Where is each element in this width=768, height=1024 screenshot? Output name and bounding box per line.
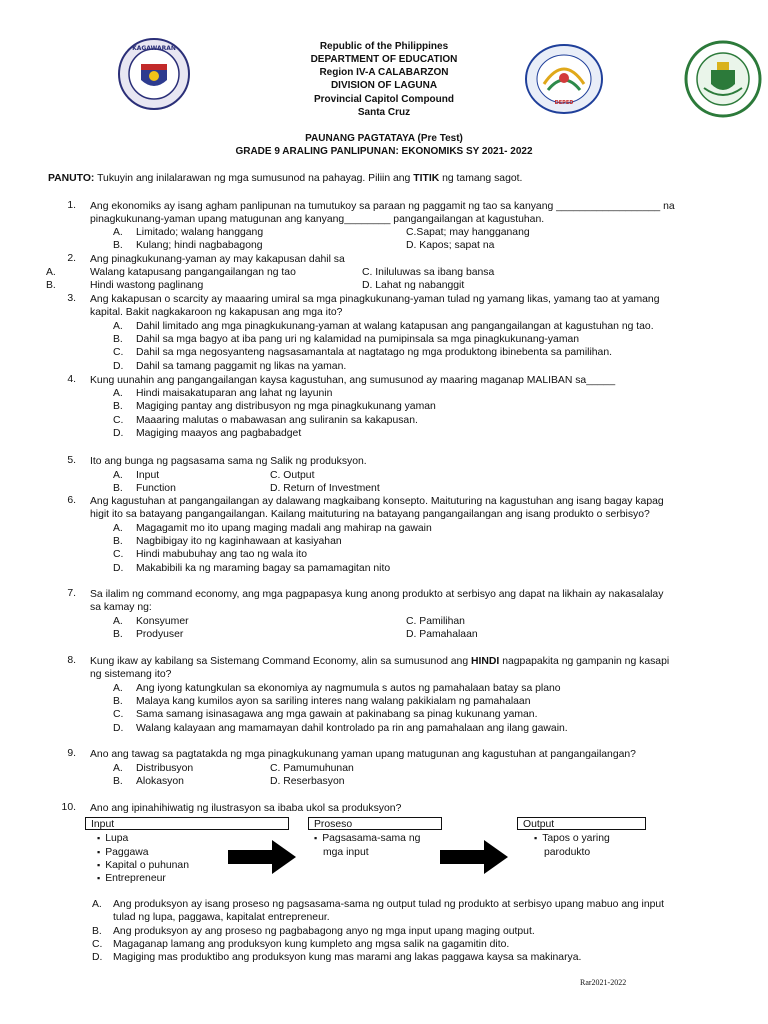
q4-choice-a: Hindi maisakatuparan ang lahat ng layunin: [136, 388, 333, 399]
arrow-input-to-process-icon: [228, 840, 298, 874]
q3-choice-b-letter: B.: [113, 334, 123, 345]
q10-choice-b: Ang produksyon ay ang proseso ng pagbabagong anyo ng mga input upang maging output.: [113, 926, 535, 937]
diagram-input-box: Input: [85, 817, 289, 830]
q10-number: 10.: [61, 802, 76, 813]
q8-choice-d-letter: D.: [113, 723, 124, 734]
header-department: DEPARTMENT OF EDUCATION: [310, 54, 458, 65]
q6-choice-a-letter: A.: [113, 523, 123, 534]
q8-choice-a-letter: A.: [113, 683, 123, 694]
q4-text-line1: Kung uunahin ang pangangailangan kaysa kagustuhan, ang sumusunod ay maaring maganap MALIBAN sa_____: [90, 375, 616, 386]
q3-choice-a: Dahil limitado ang mga pinagkukunang-yaman at walang katapusan ang pangangailangan at kagustuhan ng tao.: [136, 321, 654, 332]
q3-text-line2: kapital. Bakit nagkakaroon ng kakapusan ang mga ito?: [90, 307, 343, 318]
q10-choice-b-letter: B.: [92, 926, 102, 937]
header-division: DIVISION OF LAGUNA: [330, 80, 438, 91]
q4-choice-a-letter: A.: [113, 388, 123, 399]
q10-choice-c-letter: C.: [92, 939, 103, 950]
q8-text-line1-a: Kung ikaw ay kabilang sa Sistemang Command Economy, alin sa sumusunod ang: [90, 656, 472, 667]
q6-choice-c-letter: C.: [113, 549, 124, 560]
q7-choice-b-letter: B.: [113, 629, 123, 640]
q8-text-line1-bold: HINDI: [471, 656, 500, 667]
q4-choice-b-letter: B.: [113, 401, 123, 412]
q8-text-line1: [90, 655, 669, 668]
q7-choice-a-letter: A.: [113, 616, 123, 627]
instructions-bold: TITIK: [413, 173, 440, 184]
q3-choice-a-letter: A.: [113, 321, 123, 332]
svg-text:DEPED: DEPED: [554, 100, 574, 106]
q5-text-line1: Ito ang bunga ng pagsasama sama ng Salik ng produksyon.: [90, 456, 367, 467]
q10-choice-a-letter: A.: [92, 899, 102, 910]
q4-choice-d: Magiging maayos ang pagbabadget: [136, 428, 302, 439]
q5-choice-c: C. Output: [270, 470, 315, 481]
q5-choice-a-letter: A.: [113, 470, 123, 481]
arrow-process-to-output-icon: [440, 840, 510, 874]
header-region: Region IV-A CALABARZON: [319, 67, 449, 78]
q3-text-line1: Ang kakapusan o scarcity ay maaaring umiral sa mga pinagkukunang-yaman tulad ng yamang likas, yamang tao at yamang: [90, 294, 660, 305]
q5-choice-b: Function: [136, 483, 176, 494]
test-subtitle: GRADE 9 ARALING PANLIPUNAN: EKONOMIKS SY 2021- 2022: [235, 146, 533, 157]
q5-choice-b-letter: B.: [113, 483, 123, 494]
q8-choice-c: Sama samang isinasagawa ang mga gawain at pakinabang sa pinag kukunang yaman.: [136, 709, 538, 720]
q8-number: 8.: [67, 655, 76, 666]
q1-number: 1.: [67, 200, 76, 211]
q9-choice-a: Distribusyon: [136, 763, 194, 774]
q8-choice-b-letter: B.: [113, 696, 123, 707]
diagram-input-item: ▪ Kapital o puhunan: [97, 859, 189, 873]
q1-choice-a-letter: A.: [113, 227, 123, 238]
q2-number: 2.: [67, 253, 76, 264]
q8-text-line1-b: nagpapakita ng gampanin ng kasapi: [499, 656, 670, 667]
q8-choice-b: Malaya kang kumilos ayon sa sariling interes nang walang pakikialam ng pamahalaan: [136, 696, 531, 707]
q6-choice-c: Hindi mabubuhay ang tao ng wala ito: [136, 549, 307, 560]
diagram-process-item: ▪ Pagsasama-sama ng: [314, 832, 420, 846]
q5-choice-a: Input: [136, 470, 160, 481]
q2-choice-c: C. Iniluluwas sa ibang bansa: [362, 267, 495, 278]
q2-choice-b-letter: B.: [46, 280, 56, 291]
q2-text-line1: Ang pinagkukunang-yaman ay may kakapusan dahil sa: [90, 254, 345, 265]
svg-text:KAGAWARAN: KAGAWARAN: [132, 45, 176, 52]
q3-choice-c: Dahil sa mga negosyanteng nagsasamantala at nagtatago ng mga produktong ibinebenta sa pamilihan.: [136, 347, 612, 358]
header-address: Provincial Capitol Compound: [313, 94, 454, 105]
q10-choice-a-cont: tulad ng lupa, paggawa, kapitalat entrepreneur.: [113, 912, 330, 923]
q8-choice-a: Ang iyong katungkulan sa ekonomiya ay nagmumula s autos ng pamahalaan batay sa plano: [136, 683, 561, 694]
q2-choice-d: D. Lahat ng nabanggit: [362, 280, 465, 291]
instructions: [48, 172, 522, 185]
q7-text-line1: Sa ilalim ng command economy, ang mga pagpapasya kung anong produkto at serbisyo ang dapat na likhain ay nakasalalay: [90, 589, 664, 600]
test-title: PAUNANG PAGTATAYA (Pre Test): [305, 133, 463, 144]
diagram-input-item: ▪ Lupa: [97, 832, 128, 846]
q6-text-line2: higit ito sa batayang pangangailangan. Kailang maituturing na batayang pangangailangan ang isang produkto o serbisyo?: [90, 509, 650, 520]
diagram-process-box: Proseso: [308, 817, 442, 830]
q9-choice-b: Alokasyon: [136, 776, 184, 787]
q9-text-line1: Ano ang tawag sa pagtatakda ng mga pinagkukunang yaman upang matugunan ang kagustuhan at pangangailangan?: [90, 749, 636, 760]
q9-number: 9.: [67, 748, 76, 759]
q6-choice-d: Makabibili ka ng maraming bagay sa pamamagitan nito: [136, 563, 391, 574]
q2-choice-b: Hindi wastong paglinang: [90, 280, 204, 291]
q7-choice-d: D. Pamahalaan: [406, 629, 478, 640]
q8-text-line2: ng sistemang ito?: [90, 669, 172, 680]
q1-choice-b: Kulang; hindi nagbabagong: [136, 240, 263, 251]
q1-text-line1: Ang ekonomiks ay isang agham panlipunan na tumutukoy sa paraan ng paggamit ng tao sa kanyang __________________ na: [90, 201, 675, 212]
q10-text-line1: Ano ang ipinahihiwatig ng ilustrasyon sa ibaba ukol sa produksyon?: [90, 803, 402, 814]
q2-choice-a-letter: A.: [46, 267, 56, 278]
q4-choice-d-letter: D.: [113, 428, 124, 439]
q3-choice-c-letter: C.: [113, 347, 124, 358]
diagram-output-item: ▪ Tapos o yaring: [534, 832, 610, 846]
q4-choice-b: Magiging pantay ang distribusyon ng mga pinagkukunang yaman: [136, 401, 436, 412]
footer-code: Rar2021-2022: [580, 978, 627, 987]
instructions-text-a: Tukuyin ang inilalarawan ng mga sumusunod na pahayag. Piliin ang: [94, 173, 414, 184]
q8-choice-c-letter: C.: [113, 709, 124, 720]
header-city: Santa Cruz: [357, 107, 411, 118]
header-republic: Republic of the Philippines: [319, 41, 449, 52]
instructions-text-b: ng tamang sagot.: [439, 173, 523, 184]
q10-choice-c: Magaganap lamang ang produksyon kung kumpleto ang mgsa salik na gagamitin dito.: [113, 939, 510, 950]
q10-choice-a: Ang produksyon ay isang proseso ng pagsasama-sama ng output tulad ng produkto at serbisyo upang mabuo ang input: [113, 899, 665, 910]
q6-choice-b: Nagbibigay ito ng kaginhawaan at kasiyahan: [136, 536, 342, 547]
diagram-input-item: ▪ Entrepreneur: [97, 872, 166, 886]
instructions-label: PANUTO:: [48, 173, 95, 184]
q6-choice-b-letter: B.: [113, 536, 123, 547]
q8-choice-d: Walang kalayaan ang mamamayan dahil kontrolado pa rin ang pamahalaan ang ilang gawain.: [136, 723, 568, 734]
q7-choice-b: Prodyuser: [136, 629, 184, 640]
q9-choice-a-letter: A.: [113, 763, 123, 774]
q7-number: 7.: [67, 588, 76, 599]
q6-text-line1: Ang kagustuhan at pangangailangan ay dalawang magkaibang konsepto. Maituturing na kagustuhan ang isang bagay kapag: [90, 496, 664, 507]
diagram-output-box: Output: [517, 817, 646, 830]
q5-choice-d: D. Return of Investment: [270, 483, 380, 494]
diagram-process-item-cont: mga input: [323, 847, 369, 858]
q7-choice-c: C. Pamilihan: [406, 616, 465, 627]
q4-choice-c-letter: C.: [113, 415, 124, 426]
q1-choice-b-letter: B.: [113, 240, 123, 251]
deped-seal-logo: [118, 38, 190, 110]
q4-choice-c: Maaaring malutas o mabawasan ang suliranin sa kakapusan.: [136, 415, 418, 426]
q1-choice-d: D. Kapos; sapat na: [406, 240, 495, 251]
q10-choice-d-letter: D.: [92, 952, 103, 963]
q4-number: 4.: [67, 374, 76, 385]
q3-choice-d: Dahil sa tamang paggamit ng likas na yaman.: [136, 361, 347, 372]
q6-choice-a: Magagamit mo ito upang maging madali ang mahirap na gawain: [136, 523, 432, 534]
diagram-output-item-cont: parodukto: [544, 847, 591, 858]
q7-choice-a: Konsyumer: [136, 616, 189, 627]
q3-choice-d-letter: D.: [113, 361, 124, 372]
q3-number: 3.: [67, 293, 76, 304]
q9-choice-b-letter: B.: [113, 776, 123, 787]
q3-choice-b: Dahil sa mga bagyo at iba pang uri ng kalamidad na pumipinsala sa mga pinagkukunang-yaman: [136, 334, 580, 345]
q10-choice-d: Magiging mas produktibo ang produksyon kung mas marami ang lakas paggawa kaysa sa makinarya.: [113, 952, 582, 963]
q9-choice-c: C. Pamumuhunan: [270, 763, 354, 774]
school-seal-logo: [684, 40, 762, 118]
q1-text-line2: pinagkukunang-yaman upang matugunan ang kanyang________ pangangailangan at kagustuhan.: [90, 214, 545, 225]
q1-choice-a: Limitado; walang hanggang: [136, 227, 264, 238]
q6-choice-d-letter: D.: [113, 563, 124, 574]
q9-choice-d: D. Reserbasyon: [270, 776, 345, 787]
q7-text-line2: sa kamay ng:: [90, 602, 152, 613]
q6-number: 6.: [67, 495, 76, 506]
q1-choice-c: C.Sapat; may hangganang: [406, 227, 530, 238]
q2-choice-a: Walang katapusang pangangailangan ng tao: [90, 267, 296, 278]
q5-number: 5.: [67, 455, 76, 466]
diagram-input-item: ▪ Paggawa: [97, 846, 149, 860]
